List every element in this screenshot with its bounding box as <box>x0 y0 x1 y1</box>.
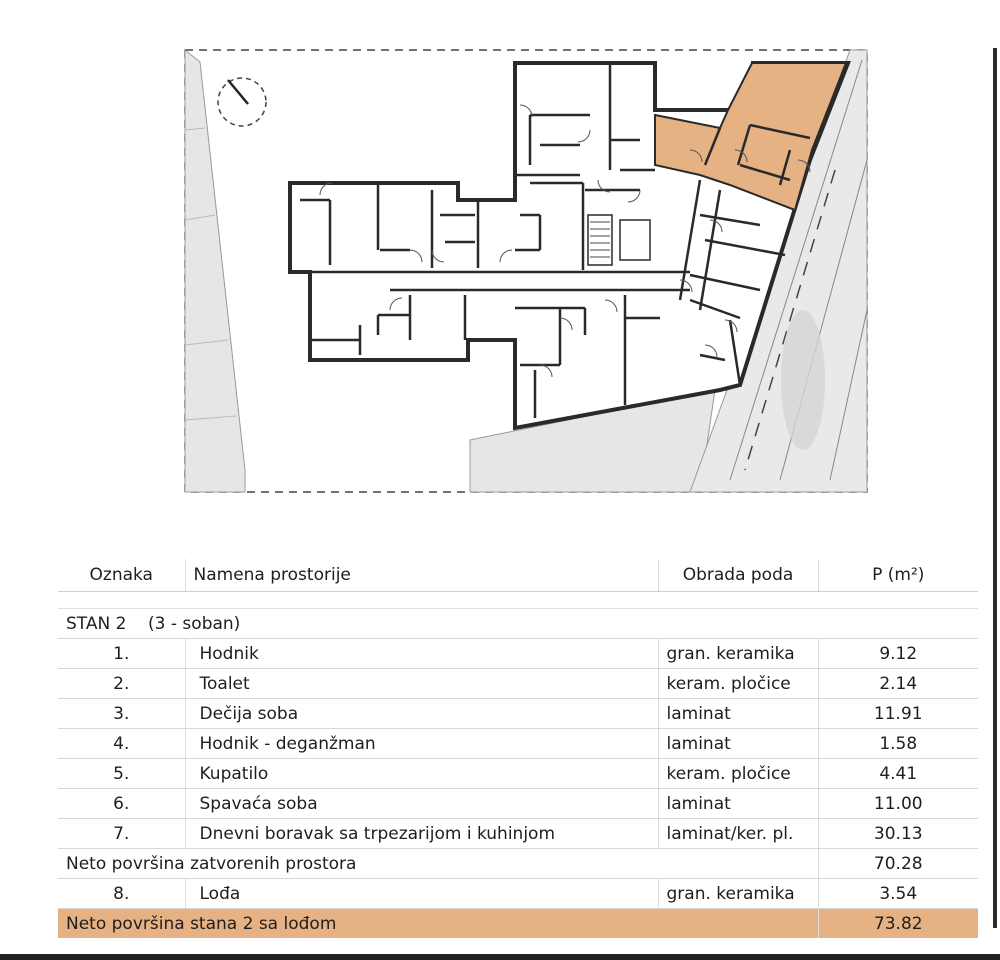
row-povrsina: 11.00 <box>818 789 978 819</box>
row-namena: Hodnik <box>185 639 658 669</box>
row-oznaka: 5. <box>58 759 185 789</box>
row-namena: Kupatilo <box>185 759 658 789</box>
row-povrsina: 2.14 <box>818 669 978 699</box>
table-row <box>58 879 978 909</box>
header-povrsina: P (m²) <box>818 559 978 592</box>
row-namena: Toalet <box>185 669 658 699</box>
row-povrsina: 11.91 <box>818 699 978 729</box>
row-povrsina: 3.54 <box>818 879 978 909</box>
table-row <box>58 789 978 819</box>
row-namena: Spavaća soba <box>185 789 658 819</box>
row-namena: Hodnik - deganžman <box>185 729 658 759</box>
total-label: Neto površina stana 2 sa lođom <box>66 913 337 934</box>
table-row <box>58 639 978 669</box>
section-title: STAN 2 <box>66 613 127 634</box>
blurred-object <box>781 310 825 450</box>
table-row <box>58 699 978 729</box>
table-row <box>58 759 978 789</box>
row-oznaka: 1. <box>58 639 185 669</box>
header-oznaka: Oznaka <box>58 559 185 592</box>
total-value: 73.82 <box>818 909 978 939</box>
row-namena: Dečija soba <box>185 699 658 729</box>
table-header-row <box>58 559 978 592</box>
header-obrada: Obrada poda <box>658 559 818 592</box>
table-row <box>58 819 978 849</box>
row-povrsina: 9.12 <box>818 639 978 669</box>
row-namena: Lođa <box>185 879 658 909</box>
row-povrsina: 4.41 <box>818 759 978 789</box>
subtotal-row <box>58 849 978 879</box>
subtotal-label: Neto površina zatvorenih prostora <box>58 849 818 879</box>
room-area-table <box>58 559 978 938</box>
spacer-row <box>58 592 978 609</box>
row-oznaka: 4. <box>58 729 185 759</box>
row-oznaka: 2. <box>58 669 185 699</box>
table-row <box>58 669 978 699</box>
row-obrada: laminat <box>658 729 818 759</box>
subtotal-value: 70.28 <box>818 849 978 879</box>
section-subtitle: (3 - soban) <box>148 613 241 634</box>
table-row <box>58 729 978 759</box>
north-arrow <box>218 78 266 126</box>
row-obrada: keram. pločice <box>658 669 818 699</box>
row-povrsina: 1.58 <box>818 729 978 759</box>
right-edge-bar <box>993 48 997 928</box>
row-obrada: gran. keramika <box>658 879 818 909</box>
surrounding-area-left <box>185 50 245 492</box>
total-row <box>58 909 978 939</box>
row-obrada: keram. pločice <box>658 759 818 789</box>
row-namena: Dnevni boravak sa trpezarijom i kuhinjom <box>185 819 658 849</box>
section-row <box>58 609 978 639</box>
row-obrada: laminat/ker. pl. <box>658 819 818 849</box>
row-oznaka: 8. <box>58 879 185 909</box>
row-obrada: laminat <box>658 699 818 729</box>
header-namena: Namena prostorije <box>185 559 658 592</box>
row-obrada: gran. keramika <box>658 639 818 669</box>
bottom-edge-bar <box>0 954 1000 960</box>
row-povrsina: 30.13 <box>818 819 978 849</box>
row-oznaka: 3. <box>58 699 185 729</box>
row-oznaka: 6. <box>58 789 185 819</box>
row-oznaka: 7. <box>58 819 185 849</box>
row-obrada: laminat <box>658 789 818 819</box>
